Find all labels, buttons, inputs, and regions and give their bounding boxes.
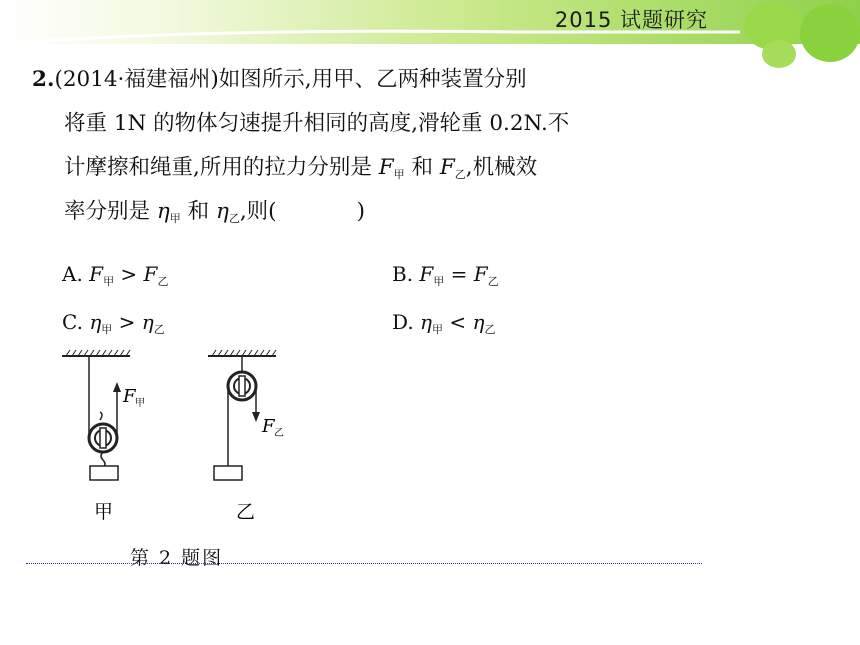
option-b[interactable]: B. $F_甲 = F_乙$ xyxy=(392,262,499,288)
svg-text:乙: 乙 xyxy=(274,428,284,439)
question-line: 计摩擦和绳重,所用的拉力分别是 $F_甲$ 和 $F_乙$,机械效 xyxy=(64,155,538,181)
question-line: 率分别是 $\eta_甲$ 和 $\eta_乙$,则( ) xyxy=(64,199,365,225)
label-jia: 甲 xyxy=(94,501,114,523)
movable-pulley-setup xyxy=(62,350,130,480)
pulley-figure xyxy=(56,348,316,528)
option-c[interactable]: C. $\eta_甲 > \eta_乙$ xyxy=(62,310,165,336)
question-line: 2.(2014·福建福州)如图所示,用甲、乙两种装置分别 xyxy=(32,67,527,92)
force-label-yi: F xyxy=(262,416,275,437)
label-yi: 乙 xyxy=(236,501,256,523)
force-label-jia: F xyxy=(123,386,136,407)
question-line: 将重 1N 的物体匀速提升相同的高度,滑轮重 0.2N.不 xyxy=(64,111,570,136)
figure-caption: 第 2 题图 xyxy=(130,547,224,569)
fixed-pulley-setup xyxy=(208,350,276,480)
option-a[interactable]: A. $F_甲 > F_乙$ xyxy=(62,262,169,288)
svg-text:甲: 甲 xyxy=(135,398,145,409)
question-text xyxy=(32,58,712,234)
option-d[interactable]: D. $\eta_甲 < \eta_乙$ xyxy=(392,310,496,336)
decor-circle xyxy=(762,40,796,68)
decor-circle xyxy=(800,4,860,62)
divider xyxy=(26,563,702,564)
header-curve xyxy=(0,0,860,60)
question-number: 2. xyxy=(32,67,55,92)
header-title: 2015 试题研究 xyxy=(554,8,708,32)
